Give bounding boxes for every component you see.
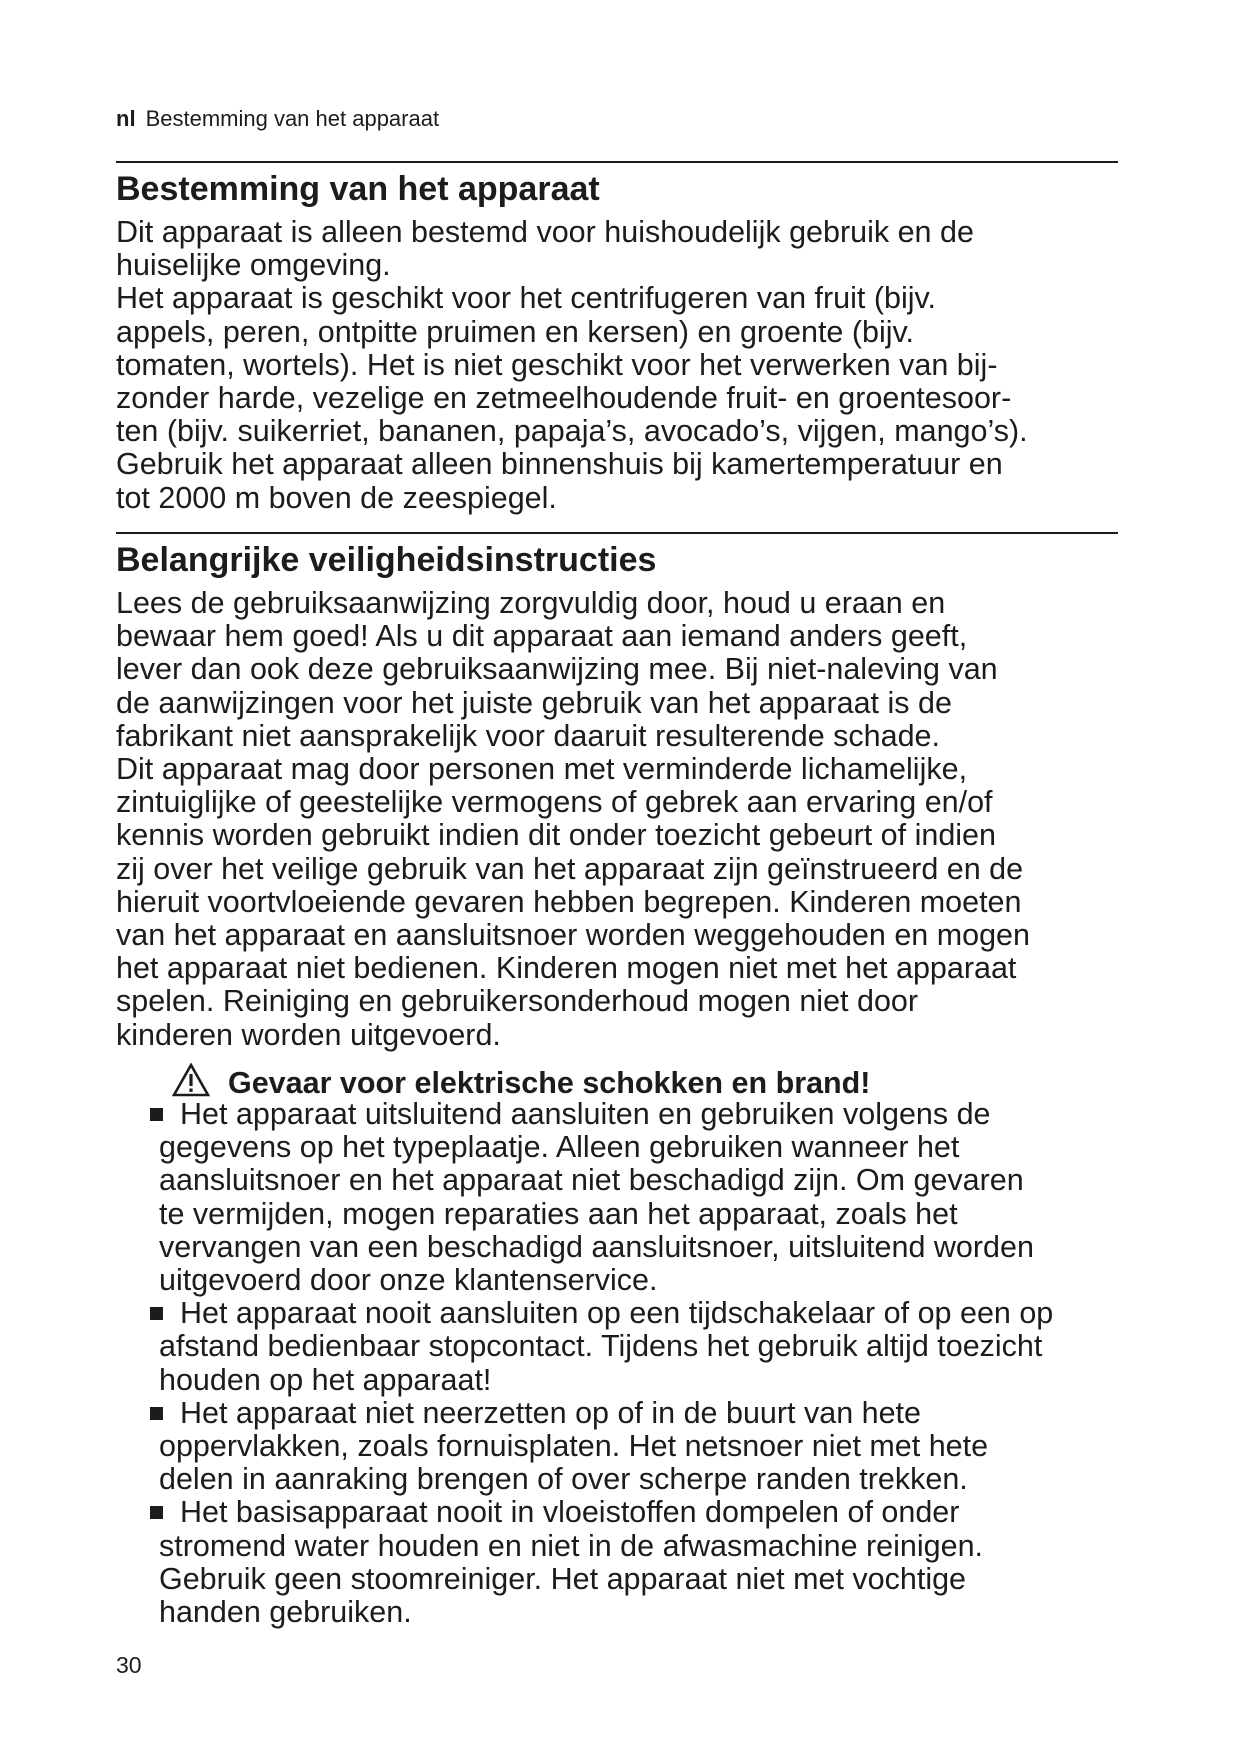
list-item — [147, 1397, 1147, 1497]
text-line: kennis worden gebruikt indien dit onder toezicht gebeurt of indien — [116, 818, 996, 853]
text-line: Het apparaat is geschikt voor het centrifugeren van fruit (bijv. — [116, 281, 936, 316]
text-line: ten (bijv. suikerriet, bananen, papaja’s, avocado’s, vijgen, mango’s). — [116, 414, 1028, 449]
bullet-text: Het apparaat uitsluitend aansluiten en gebruiken volgens de — [180, 1097, 991, 1131]
text-line — [150, 1397, 1147, 1430]
square-bullet-icon — [150, 1407, 163, 1420]
text-line: stromend water houden en niet in de afwasmachine reinigen. — [159, 1528, 984, 1563]
bullet-text: Het basisapparaat nooit in vloeistoffen dompelen of onder — [180, 1495, 960, 1530]
list-item — [147, 1098, 1147, 1297]
text-line: handen gebruiken. — [159, 1595, 412, 1630]
text-line: fabrikant niet aansprakelijk voor daaruit resulterende schade. — [116, 718, 940, 753]
text-line: lever dan ook deze gebruiksaanwijzing mee. Bij niet-naleving van — [116, 652, 998, 687]
text-line: vervangen van een beschadigd aansluitsnoer, uitsluitend worden — [159, 1229, 1034, 1264]
text-line: bewaar hem goed! Als u dit apparaat aan iemand anders geeft, — [116, 619, 968, 654]
square-bullet-icon — [150, 1307, 163, 1320]
section-heading-safety: Belangrijke veiligheidsinstructies — [116, 541, 657, 579]
text-line: Gebruik het apparaat alleen binnenshuis bij kamertemperatuur en — [116, 447, 1003, 482]
warning-heading — [172, 1063, 870, 1101]
text-line: zonder harde, vezelige en zetmeelhoudende fruit- en groentesoor- — [116, 381, 1012, 416]
safety-bullet-list — [147, 1098, 1147, 1629]
text-line: het apparaat niet bedienen. Kinderen mogen niet met het apparaat — [116, 951, 1017, 986]
text-line — [150, 1098, 1147, 1131]
text-line: aansluitsnoer en het apparaat niet beschadigd zijn. Om gevaren — [159, 1163, 1024, 1198]
section-divider — [116, 161, 1118, 163]
running-head — [116, 106, 439, 132]
bullet-text: Het apparaat niet neerzetten op of in de buurt van hete — [180, 1395, 921, 1430]
running-head-title: Bestemming van het apparaat — [145, 106, 440, 131]
language-code: nl — [116, 106, 136, 131]
warning-title: Gevaar voor elektrische schokken en brand! — [228, 1066, 871, 1100]
text-line: delen in aanraking brengen of over scherpe randen trekken. — [159, 1462, 968, 1497]
text-line: tot 2000 m boven de zeespiegel. — [116, 480, 557, 515]
text-line: zij over het veilige gebruik van het apparaat zijn geïnstrueerd en de — [116, 851, 1024, 886]
text-line: tomaten, wortels). Het is niet geschikt voor het verwerken van bij- — [116, 347, 998, 382]
page-number: 30 — [116, 1652, 142, 1678]
text-line: de aanwijzingen voor het juiste gebruik van het apparaat is de — [116, 685, 952, 720]
list-item — [147, 1496, 1147, 1629]
text-line: Lees de gebruiksaanwijzing zorgvuldig door, houd u eraan en — [116, 586, 946, 620]
text-line: uitgevoerd door onze klantenservice. — [159, 1263, 658, 1298]
text-line: houden op het apparaat! — [159, 1362, 492, 1397]
text-line — [150, 1496, 1147, 1529]
section-divider — [116, 532, 1118, 534]
text-line: kinderen worden uitgevoerd. — [116, 1017, 501, 1052]
text-line: afstand bedienbaar stopcontact. Tijdens het gebruik altijd toezicht — [159, 1329, 1043, 1364]
intended-use-paragraph — [116, 216, 1126, 515]
text-line: Gebruik geen stoomreiniger. Het apparaat niet met vochtige — [159, 1561, 967, 1596]
text-line: van het apparaat en aansluitsnoer worden weggehouden en mogen — [116, 918, 1030, 953]
list-item — [147, 1297, 1147, 1397]
square-bullet-icon — [150, 1108, 163, 1121]
safety-paragraph — [116, 587, 1126, 1052]
square-bullet-icon — [150, 1506, 163, 1519]
text-line: huiselijke omgeving. — [116, 248, 391, 283]
text-line: hieruit voortvloeiende gevaren hebben begrepen. Kinderen moeten — [116, 884, 1022, 919]
text-line — [150, 1297, 1147, 1330]
text-line: Dit apparaat is alleen bestemd voor huishoudelijk gebruik en de — [116, 215, 974, 249]
text-line: Dit apparaat mag door personen met verminderde lichamelijke, — [116, 752, 968, 787]
bullet-text: Het apparaat nooit aansluiten op een tijdschakelaar of op een op — [180, 1296, 1054, 1331]
text-line: oppervlakken, zoals fornuisplaten. Het netsnoer niet met hete — [159, 1429, 989, 1464]
text-line: zintuiglijke of geestelijke vermogens of gebrek aan ervaring en/of — [116, 785, 993, 820]
section-heading-intended-use: Bestemming van het apparaat — [116, 170, 600, 208]
text-line: te vermijden, mogen reparaties aan het apparaat, zoals het — [159, 1196, 958, 1231]
text-line: appels, peren, ontpitte pruimen en kersen) en groente (bijv. — [116, 314, 914, 349]
text-line: gegevens op het typeplaatje. Alleen gebruiken wanneer het — [159, 1130, 960, 1165]
text-line: spelen. Reiniging en gebruikersonderhoud mogen niet door — [116, 984, 919, 1019]
warning-triangle-icon — [172, 1063, 210, 1097]
